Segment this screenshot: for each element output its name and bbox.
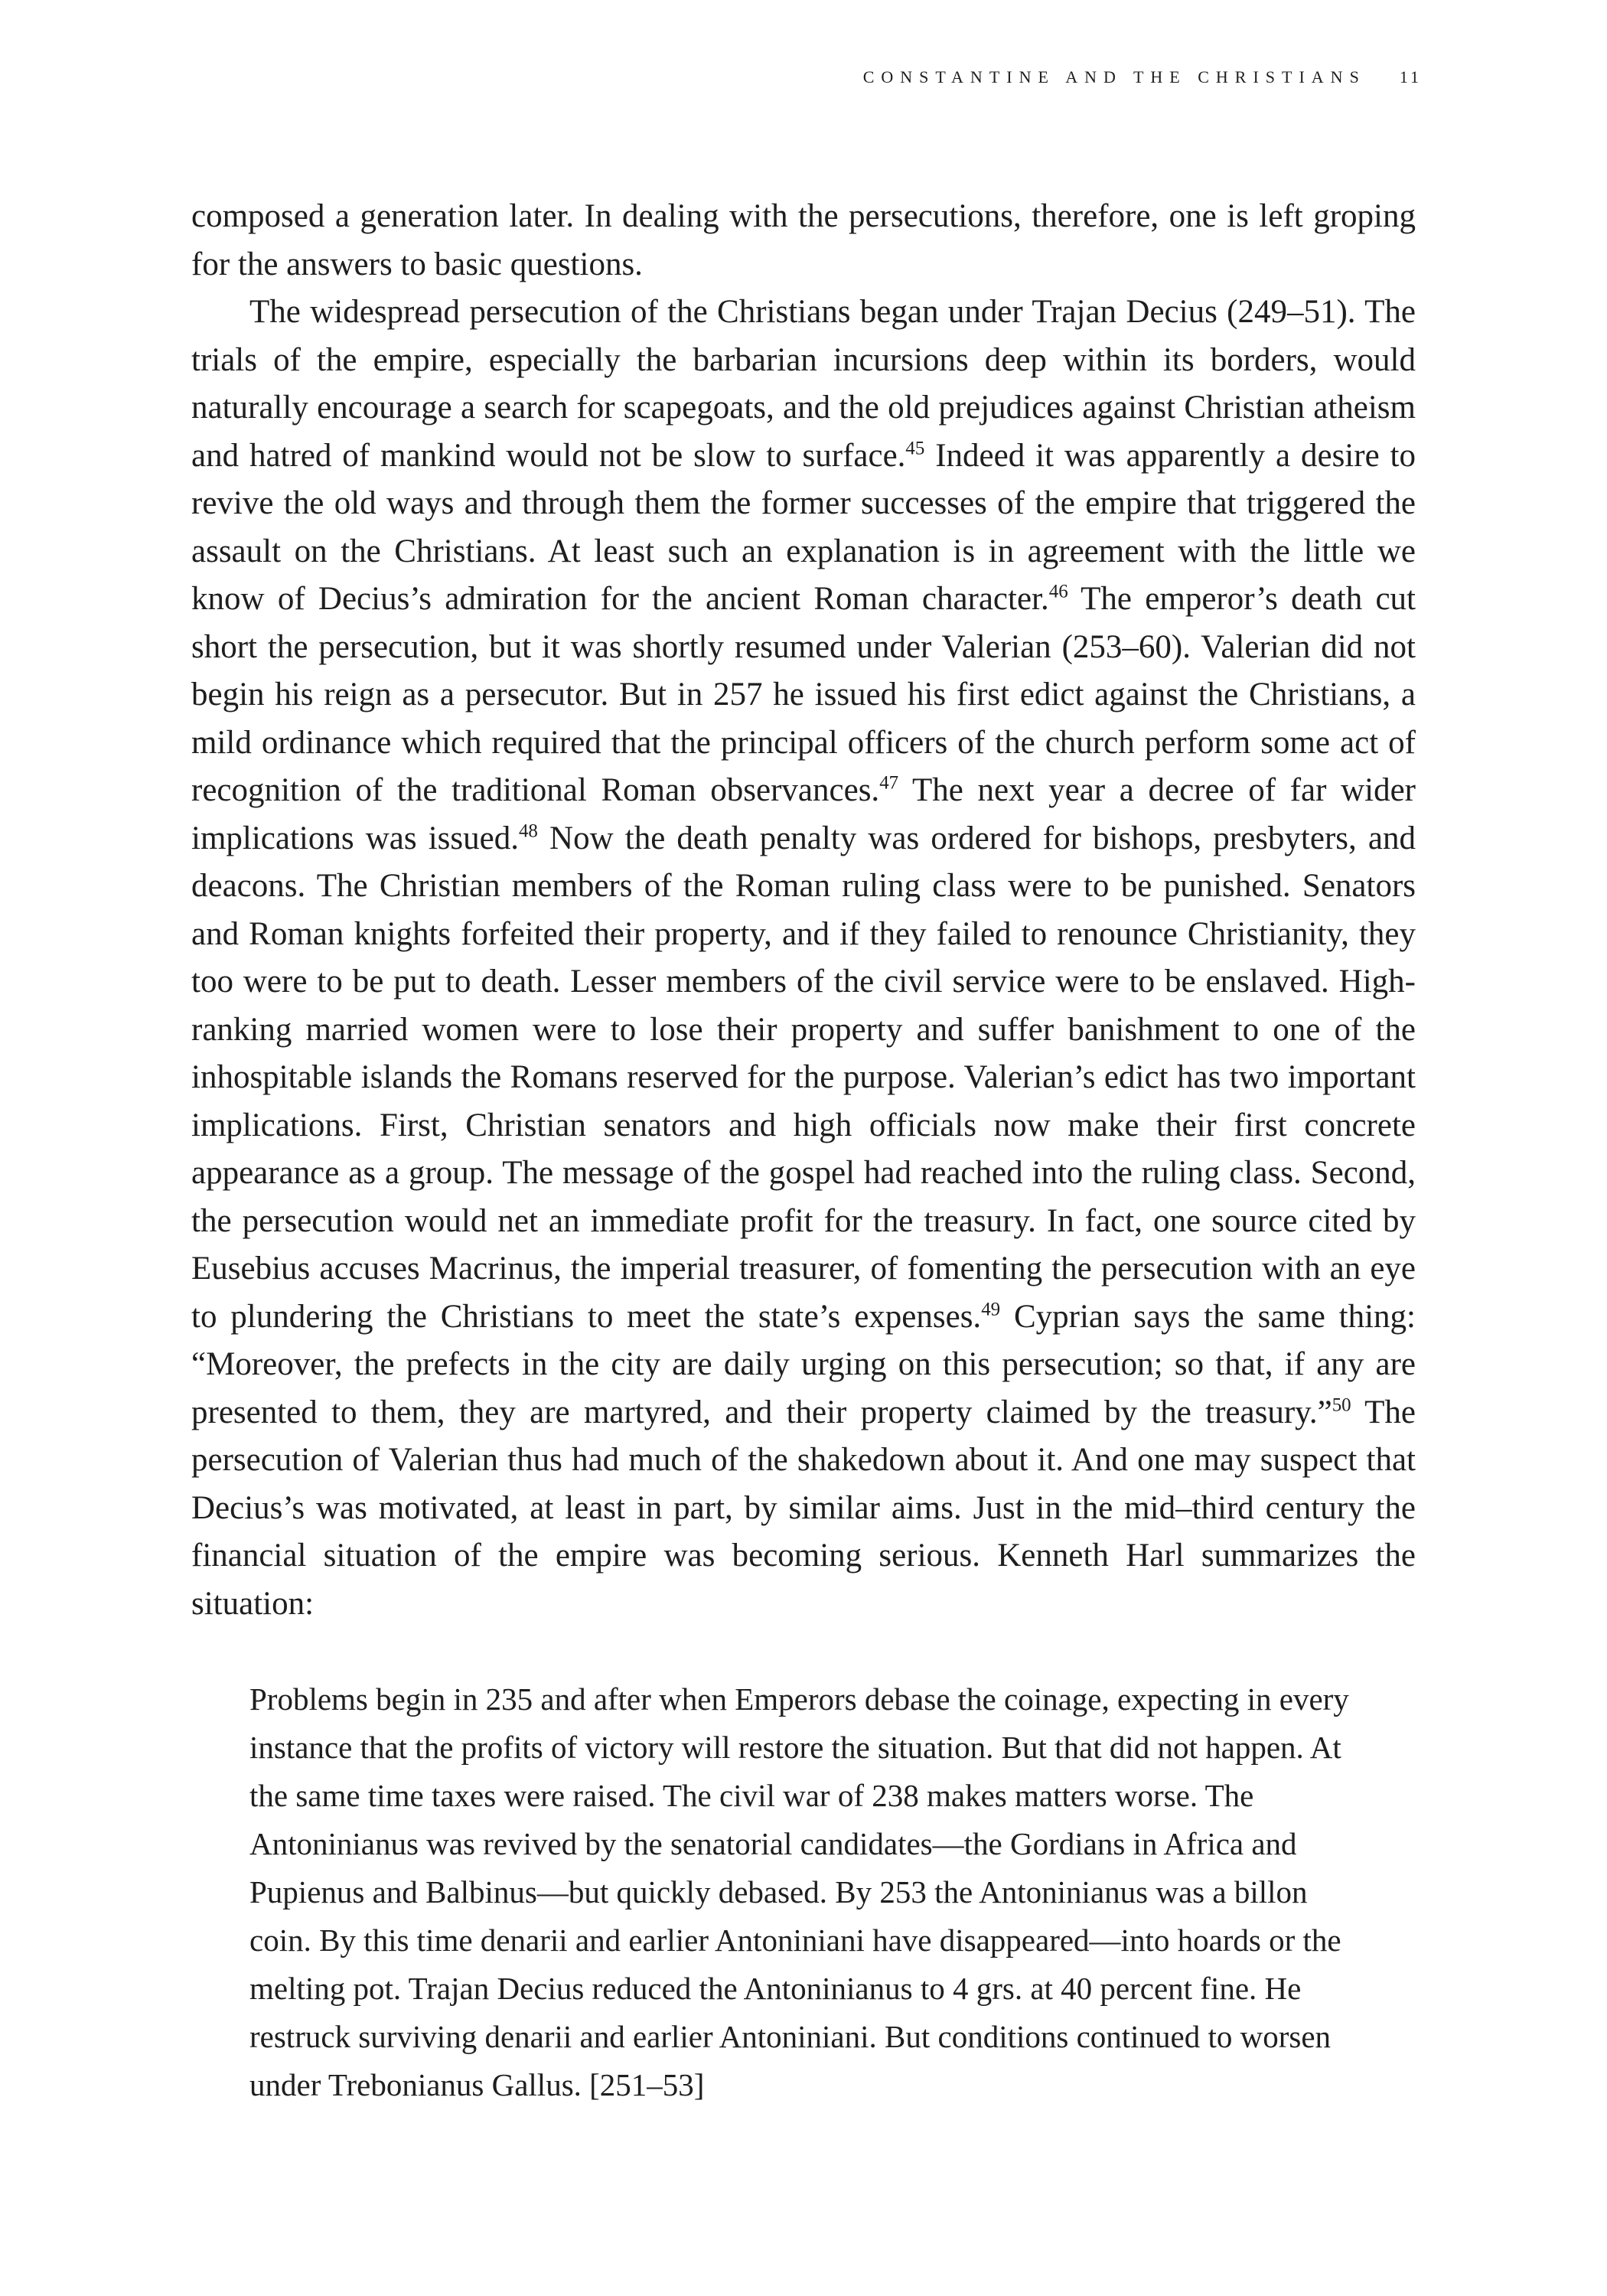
running-head	[863, 67, 1422, 87]
text-segment: Cyprian says the same thing: “Moreover, the prefects in the city are daily urging on this persecution; so that, if any are presented to them, they are martyred, and their property claimed by the treasury.”	[191, 1298, 1416, 1430]
text-segment: The emperor’s death cut short the persecution, but it was shortly resumed under Valerian (253–60). Valerian did not begin his reign as a persecutor. But in 257 he issued his first edict against the Christians, a mild ordinance which required that the principal officers of the church perform some act of recognition of the traditional Roman observances.	[191, 581, 1416, 808]
running-title: CONSTANTINE AND THE CHRISTIANS	[862, 67, 1366, 86]
main-text	[191, 193, 1416, 2109]
footnote-ref-49[interactable]: 49	[981, 1299, 1001, 1320]
footnote-ref-48[interactable]: 48	[518, 820, 538, 842]
footnote-ref-47[interactable]: 47	[879, 772, 899, 794]
text-segment: The next year a decree of far wider implications was issued.	[191, 772, 1416, 856]
text-segment: The widespread persecution of the Christians began under Trajan Decius (249–51). The trials of the empire, especially the barbarian incursions deep within its borders, would naturally encourage a search for scapegoats, and the old prejudices against Christian atheism and hatred of mankind would not be slow to surface.	[191, 294, 1416, 474]
text-segment: The persecution of Valerian thus had much of the shakedown about it. And one may suspect that Decius’s was motivated, at least in part, by similar aims. Just in the mid–third century the financial situation of the empire was becoming serious. Kenneth Harl summarizes the situation:	[191, 1394, 1416, 1622]
text-segment: Indeed it was apparently a desire to revive the old ways and through them the former successes of the empire that triggered the assault on the Christians. At least such an explanation is in agreement with the little we know of Decius’s admiration for the ancient Roman character.	[191, 437, 1416, 617]
paragraph-persecution	[191, 289, 1416, 1628]
page-number: 11	[1399, 67, 1422, 86]
footnote-ref-45[interactable]: 45	[905, 438, 925, 459]
block-quote	[249, 1675, 1359, 2109]
footnote-ref-50[interactable]: 50	[1332, 1394, 1351, 1416]
block-quote-text: Problems begin in 235 and after when Emperors debase the coinage, expecting in every instance that the profits of victory will restore the situation. But that did not happen. At the same time taxes were raised. The civil war of 238 makes matters worse. The Antoninianus was revived by the senatorial candidates—the Gordians in Africa and Pupienus and Balbinus—but quickly debased. By 253 the Antoninianus was a billon coin. By this time denarii and earlier Antoniniani have disappeared—into hoards or the melting pot. Trajan Decius reduced the Antoninianus to 4 grs. at 40 percent fine. He restruck surviving denarii and earlier Antoniniani. But conditions continued to worsen under Trebonianus Gallus. [251–53]	[249, 1681, 1349, 2102]
paragraph-continuation: composed a generation later. In dealing with the persecutions, therefore, one is left groping for the answers to basic questions.	[191, 198, 1416, 282]
footnote-ref-46[interactable]: 46	[1048, 581, 1068, 602]
text-segment: Now the death penalty was ordered for bishops, presbyters, and deacons. The Christian members of the Roman ruling class were to be punished. Senators and Roman knights forfeited their property, and if they failed to renounce Christianity, they too were to be put to death. Lesser members of the civil service were to be enslaved. High-ranking married women were to lose their property and suffer banishment to one of the inhospitable islands the Romans reserved for the purpose. Valerian’s edict has two important implications. First, Christian senators and high officials now make their first concrete appearance as a group. The message of the gospel had reached into the ruling class. Second, the persecution would net an immediate profit for the treasury. In fact, one source cited by Eusebius accuses Macrinus, the imperial treasurer, of fomenting the persecution with an eye to plundering the Christians to meet the state’s expenses.	[191, 820, 1416, 1335]
